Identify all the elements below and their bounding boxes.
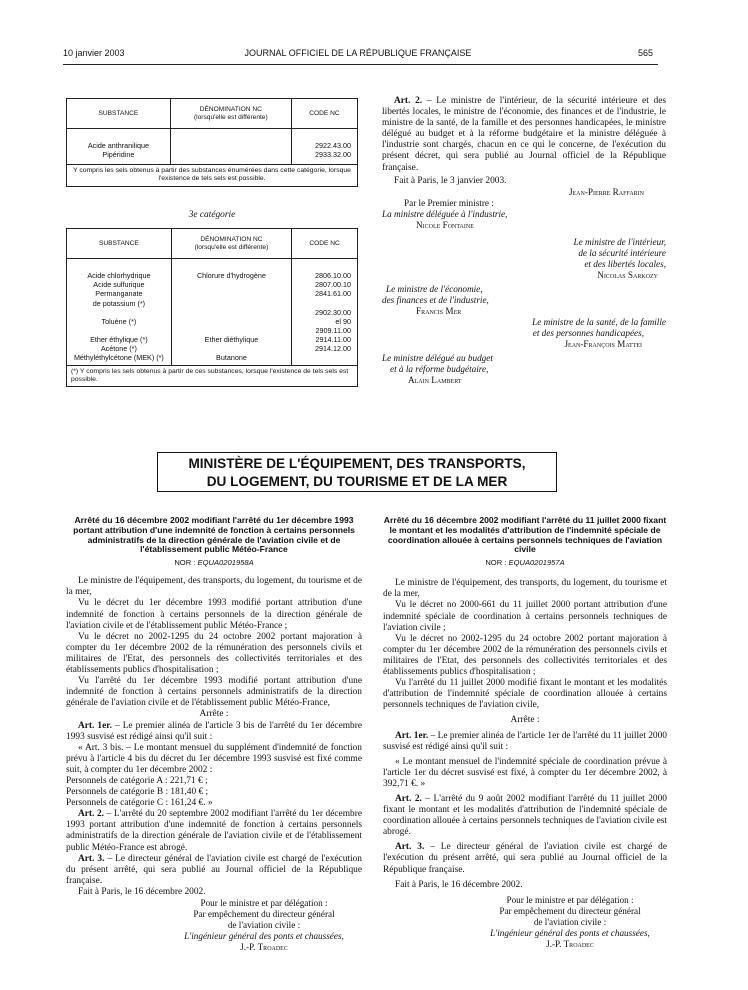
s4-name: Jean-François Mattei bbox=[564, 338, 642, 349]
left-signature bbox=[66, 898, 362, 953]
left-sig-name: J.-P. Troadec bbox=[240, 942, 288, 952]
right-p2: Vu le décret no 2000-661 du 11 juillet 2000 portant attribution d'une indemnité spéciale de coordination à certains personnels techniques de l'aviation civile ; bbox=[383, 600, 667, 633]
right-p1: Le ministre de l'équipement, des transports, du logement, du tourisme et de la mer, bbox=[383, 578, 667, 600]
table1-header-denomination: DÉNOMINATION NC (lorsqu'elle est différente) bbox=[170, 99, 291, 129]
right-sig-line: Par empêchement du directeur général bbox=[499, 905, 641, 916]
table2-row-substance: Toluène (*) bbox=[101, 316, 137, 326]
left-art1-quote: « Art. 3 bis. – Le montant mensuel du supplément d'indemnité de fonction prévu à l'article 4 bis du décret du 1er décembre 1993 susvisé est fixé comme suit, à compter du 1er décembre 2002 : bbox=[66, 742, 362, 775]
right-art2-label: Art. 2. bbox=[395, 793, 422, 804]
right-signature bbox=[383, 895, 667, 950]
s2-title: de la sécurité intérieure bbox=[578, 247, 666, 258]
table2-row-code: 2807.00.10 bbox=[315, 280, 351, 290]
s5-title: et à la réforme budgétaire, bbox=[390, 363, 489, 374]
left-art2-label: Art. 2. bbox=[78, 809, 105, 820]
header-page-number: 565 bbox=[637, 48, 653, 58]
table2-code-cell bbox=[292, 259, 358, 366]
table2-row-code: 2841.61.00 bbox=[315, 289, 351, 299]
table2-row-substance: Acide chlorhydrique bbox=[87, 271, 151, 280]
substance-table-2 bbox=[66, 228, 358, 387]
decree-article-2 bbox=[382, 96, 666, 386]
left-arrete-title: Arrêté du 16 décembre 2002 modifiant l'arrêté du 1er décembre 1993 portant attribution d'une indemnité de fonction à certains personnels administratifs de la direction générale de l'aviation civile et de l'établissement public Météo-France bbox=[73, 515, 355, 555]
table2-row-code: 2902.30.00 el 90 bbox=[315, 307, 351, 326]
table2-row-denomination: Ether diéthylique bbox=[204, 335, 259, 345]
table2-row-substance: Ether éthylique (*) bbox=[90, 335, 148, 345]
right-art1-quote: « Le montant mensuel de l'indemnité spéciale de coordination prévue à l'article 1er du décret susvisé est fixé, à compter du 1er décembre 2002, à 392,71 €. » bbox=[383, 756, 667, 789]
table1-row-code: 2922.43.00 bbox=[315, 141, 351, 150]
table1-note: Y compris les sels obtenus à partir des substances énumérées dans cette catégorie, lorsque l'existence de tels sels est possible. bbox=[67, 165, 358, 187]
table2-header-substance: SUBSTANCE bbox=[67, 229, 172, 259]
s4-title: et des personnes handicapées, bbox=[532, 327, 644, 338]
s3-title: Le ministre de l'économie, bbox=[386, 283, 483, 294]
right-art1-label: Art. 1er. bbox=[395, 730, 429, 741]
art2-label: Art. 2. bbox=[394, 96, 423, 106]
left-nor-code: EQUA0201958A bbox=[197, 558, 254, 568]
table2-header-denomination: DÉNOMINATION NC (lorsqu'elle est différente) bbox=[171, 229, 291, 259]
table2-row-substance: Méthyléthylcétone (MEK) (*) bbox=[73, 353, 164, 363]
s3-title: des finances et de l'industrie, bbox=[382, 294, 489, 305]
right-nor-code: EQUA0201957A bbox=[508, 558, 565, 568]
right-sig-line: Pour le ministre et par délégation : bbox=[506, 894, 634, 905]
table2-row-denomination: Butanone bbox=[216, 353, 247, 363]
table2-note: (*) Y compris les sels obtenus à partir de ces substances, lorsque l'existence de tels sels est possible. bbox=[67, 365, 358, 387]
s5-title: Le ministre délégué au budget bbox=[382, 352, 493, 363]
right-sig-name: J.-P. Troadec bbox=[546, 938, 594, 949]
left-art2: – L'arrêté du 20 septembre 2002 modifiant l'arrêté du 1er décembre 1993 portant attribution d'une indemnité de fonction à certains personnels administratifs de la direction générale de l'aviation civile et de l'établissement public Météo-France est abrogé. bbox=[66, 809, 362, 853]
right-art3-label: Art. 3. bbox=[395, 842, 425, 853]
s2-name: Nicolas Sarkozy bbox=[597, 269, 658, 280]
table2-row-substance: Acétone (*) bbox=[100, 344, 137, 354]
right-art3: – Le directeur général de l'aviation civile est chargé de l'exécution du présent arrêté, qui sera publié au Journal officiel de la République française. bbox=[383, 842, 667, 875]
left-sig-line: Pour le ministre et par délégation : bbox=[200, 898, 328, 908]
s3-name: Francis Mer bbox=[416, 305, 462, 316]
table2-substance-cell bbox=[67, 259, 172, 366]
left-cat-a: Personnels de catégorie A : 221,71 € ; bbox=[66, 775, 208, 786]
left-art3: – Le directeur général de l'aviation civile est chargé de l'exécution du présent arrêté, qui sera publié au Journal officiel de la République française. bbox=[66, 853, 362, 886]
table2-row-denomination: Chlorure d'hydrogène bbox=[196, 271, 266, 280]
signer-prime-minister: Jean-Pierre Raffarin bbox=[568, 186, 644, 197]
right-art1: – Le premier alinéa de l'article 1er de l'arrêté du 11 juillet 2000 susvisé est rédigé ainsi qu'il suit : bbox=[383, 730, 667, 752]
right-arrete bbox=[383, 516, 667, 950]
right-fait: Fait à Paris, le 16 décembre 2002. bbox=[395, 879, 523, 890]
left-sig-line: de l'aviation civile : bbox=[227, 920, 301, 930]
s1-name: Nicole Fontaine bbox=[416, 219, 474, 230]
header-rule bbox=[63, 64, 658, 65]
s5-name: Alain Lambert bbox=[408, 374, 462, 385]
right-sig-line: de l'aviation civile : bbox=[533, 916, 607, 927]
header-date: 10 janvier 2003 bbox=[63, 48, 125, 58]
decree-signatures bbox=[382, 187, 666, 386]
par-premier-ministre: Par le Premier ministre : bbox=[404, 197, 494, 208]
left-cat-c: Personnels de catégorie C : 161,24 €. » bbox=[66, 798, 213, 809]
s2-title: et des libertés locales, bbox=[584, 258, 666, 269]
left-p3: Vu le décret no 2002-1295 du 24 octobre 2002 portant majoration à compter du 1er décembre 2002 de la rémunération des personnels civils et militaires de l'Etat, des personnels des collectivités territoriales et des établissements publics d'hospitalisation ; bbox=[66, 631, 362, 676]
left-art1: – Le premier alinéa de l'article 3 bis de l'arrêté du 1er décembre 1993 susvisé est rédigé ainsi qu'il suit : bbox=[66, 720, 362, 742]
table1-code-cell bbox=[291, 129, 357, 165]
table2-row-code: 2909.11.00 bbox=[315, 326, 351, 336]
left-sig-line: L'ingénieur général des ponts et chaussées, bbox=[184, 931, 344, 941]
left-cat-b: Personnels de catégorie B : 181,40 € ; bbox=[66, 787, 209, 798]
s2-title: Le ministre de l'intérieur, bbox=[573, 236, 666, 247]
left-art3-label: Art. 3. bbox=[78, 853, 105, 864]
right-arrete-word: Arrête : bbox=[510, 715, 540, 726]
s4-title: Le ministre de la santé, de la famille bbox=[532, 316, 666, 327]
page-header bbox=[63, 48, 653, 62]
left-sig-line: Par empêchement du directeur général bbox=[193, 909, 335, 919]
table2-row-code: 2914.12.00 bbox=[315, 344, 351, 354]
art2-text: – Le ministre de l'intérieur, de la sécurité intérieure et des libertés locales, le ministre de l'économie, des finances et de l'industrie, le ministre de la santé, de la famille et des personnes handicapées, le ministre délégué au budget et à la réforme budgétaire et la ministre déléguée à l'industrie sont chargés, chacun en ce qui le concerne, de l'exécution du présent décret, qui sera publié au Journal officiel de la République française. bbox=[382, 96, 666, 173]
table2-row-substance: Permanganate de potassium (*) bbox=[92, 289, 146, 308]
table1-denomination-cell bbox=[170, 129, 291, 165]
ministry-line-1: MINISTÈRE DE L'ÉQUIPEMENT, DES TRANSPORTS, bbox=[188, 456, 526, 471]
table2-header-code: CODE NC bbox=[292, 229, 358, 259]
right-nor: NOR : EQUA0201957A bbox=[485, 558, 565, 568]
right-arrete-title: Arrêté du 16 décembre 2002 modifiant l'arrêté du 11 juillet 2000 fixant le montant et les modalités d'attribution de l'indemnité spéciale de coordination allouée à certains personnels techniques de l'aviation civile bbox=[383, 515, 667, 555]
left-nor: NOR : EQUA0201958A bbox=[174, 558, 254, 568]
table1-substance-cell bbox=[67, 129, 171, 165]
table2-row-code: 2806.10.00 bbox=[315, 271, 351, 280]
left-fait: Fait à Paris, le 16 décembre 2002. bbox=[78, 886, 206, 897]
s1-title: La ministre déléguée à l'industrie, bbox=[382, 208, 508, 219]
table1-row-code: 2933.32.00 bbox=[315, 150, 351, 160]
left-p4: Vu l'arrêté du 1er décembre 1993 modifié portant attribution d'une indemnité de fonction à certains personnels administratifs de la direction générale de l'aviation civile et de l'établissement public Météo-France, bbox=[66, 676, 362, 709]
art2-fait: Fait à Paris, le 3 janvier 2003. bbox=[394, 175, 507, 186]
table1-row-substance: Pipéridine bbox=[102, 150, 135, 160]
ministry-line-2: DU LOGEMENT, DU TOURISME ET DE LA MER bbox=[206, 474, 508, 489]
substance-table-1 bbox=[66, 98, 358, 187]
header-journal-title: JOURNAL OFFICIEL DE LA RÉPUBLIQUE FRANÇAISE bbox=[244, 48, 472, 58]
left-arrete bbox=[66, 516, 362, 953]
right-p3: Vu le décret no 2002-1295 du 24 octobre 2002 portant majoration à compter du 1er décembre 2002 de la rémunération des personnels civils et militaires de l'Etat, des personnels des collectivités territoriales et des établissements publics d'hospitalisation ; bbox=[383, 633, 667, 678]
table1-header-substance: SUBSTANCE bbox=[67, 99, 171, 129]
right-p4: Vu l'arrêté du 11 juillet 2000 modifié fixant le montant et les modalités d'attribution de l'indemnité spéciale de coordination allouée à certains personnels techniques de l'aviation civile, bbox=[383, 678, 667, 711]
right-sig-line: L'ingénieur général des ponts et chaussées, bbox=[490, 927, 650, 938]
left-p1: Le ministre de l'équipement, des transports, du logement, du tourisme et de la mer, bbox=[66, 576, 362, 598]
left-art1-label: Art. 1er. bbox=[78, 720, 112, 731]
table2-row-code: 2914.11.00 bbox=[315, 335, 351, 345]
ministry-heading bbox=[157, 452, 557, 492]
right-art2: – L'arrêté du 9 août 2002 modifiant l'arrêté du 11 juillet 2000 fixant le montant et les modalités d'attribution de l'indemnité spéciale de coordination allouée à certains personnels techniques de l'aviation civile est abrogé. bbox=[383, 793, 667, 838]
table2-row-substance: Acide sulfurique bbox=[93, 280, 145, 290]
table1-header-code: CODE NC bbox=[291, 99, 357, 129]
table2-denomination-cell bbox=[171, 259, 291, 366]
left-arrete-word: Arrête : bbox=[199, 709, 229, 720]
table1-row-substance: Acide anthranilique bbox=[87, 141, 149, 150]
left-p2: Vu le décret du 1er décembre 1993 modifié portant attribution d'une indemnité de fonction à certains personnels de la direction générale de l'aviation civile et de l'établissement public Météo-France ; bbox=[66, 598, 362, 631]
category-heading: 3e catégorie bbox=[188, 210, 236, 220]
